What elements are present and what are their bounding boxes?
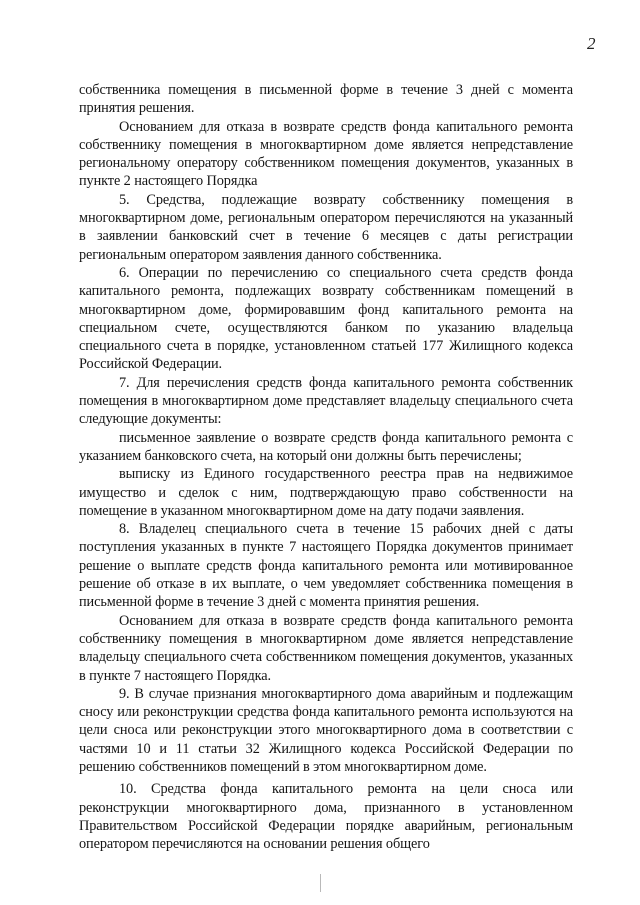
paragraph-refusal-grounds-regional: Основанием для отказа в возврате средств фонда капитального ремонта собственнику помещения в многоквартирном доме является непредставление региональному оператору собственником помещения документов, указанных в пункте 2 настоящего Порядка (79, 118, 573, 190)
paragraph-registry-extract: выписку из Единого государственного реестра прав на недвижимое имущество и сделок с ним, подтверждающую право собственности на помещение в указанном многоквартирном доме на дату подачи заявления. (79, 466, 573, 519)
paragraph-item-6: 6. Операции по перечислению со специального счета средств фонда капитального ремонта, подлежащих возврату собственникам помещений в многоквартирном доме, формировавшим фонд капитального ремонта на специальном счете, осуществляются банком по указанию владельца специального счета в порядке, установленном статьей 177 Жилищного кодекса Российской Федерации. (79, 264, 573, 373)
page-number: 2 (587, 34, 596, 53)
scan-mark (320, 874, 321, 892)
paragraph-written-application: письменное заявление о возврате средств фонда капитального ремонта с указанием банковского счета, на который они должны быть перечислены; (79, 429, 573, 464)
paragraph-item-5: 5. Средства, подлежащие возврату собственнику помещения в многоквартирном доме, региональным оператором перечисляются на указанный в заявлении банковский счет в течение 6 месяцев с даты регистрации региональным оператором заявления данного собственника. (79, 191, 573, 263)
paragraph-refusal-grounds-special: Основанием для отказа в возврате средств фонда капитального ремонта собственнику помещения в многоквартирном доме является непредставление владельцу специального счета собственником помещения документов, указанных в пункте 7 настоящего Порядка. (79, 612, 573, 684)
paragraph-item-7: 7. Для перечисления средств фонда капитального ремонта собственник помещения в многоквартирном доме представляет владельцу специального счета следующие документы: (79, 374, 573, 428)
document-body (79, 81, 573, 853)
paragraph-item-10: 10. Средства фонда капитального ремонта на цели сноса или реконструкции многоквартирного дома, признанного в установленном Правительством Российской Федерации порядке аварийным, региональным оператором перечисляются на основании решения общего (79, 781, 573, 853)
paragraph-item-9: 9. В случае признания многоквартирного дома аварийным и подлежащим сносу или реконструкции средства фонда капитального ремонта используются на цели сноса или реконструкции этого многоквартирного дома в соответствии с частями 10 и 11 статьи 32 Жилищного кодекса Российской Федерации по решению собственников помещений в этом многоквартирном доме. (79, 685, 573, 775)
paragraph-item-8: 8. Владелец специального счета в течение 15 рабочих дней с даты поступления указанных в пункте 7 настоящего Порядка документов принимает решение о выплате средств фонда капитального ремонта или мотивированное решение об отказе в их выплате, о чем уведомляет собственника помещения в письменной форме в течение 3 дней с момента принятия решения. (79, 521, 573, 611)
paragraph-continuation: собственника помещения в письменной форме в течение 3 дней с момента принятия решения. (79, 82, 573, 117)
